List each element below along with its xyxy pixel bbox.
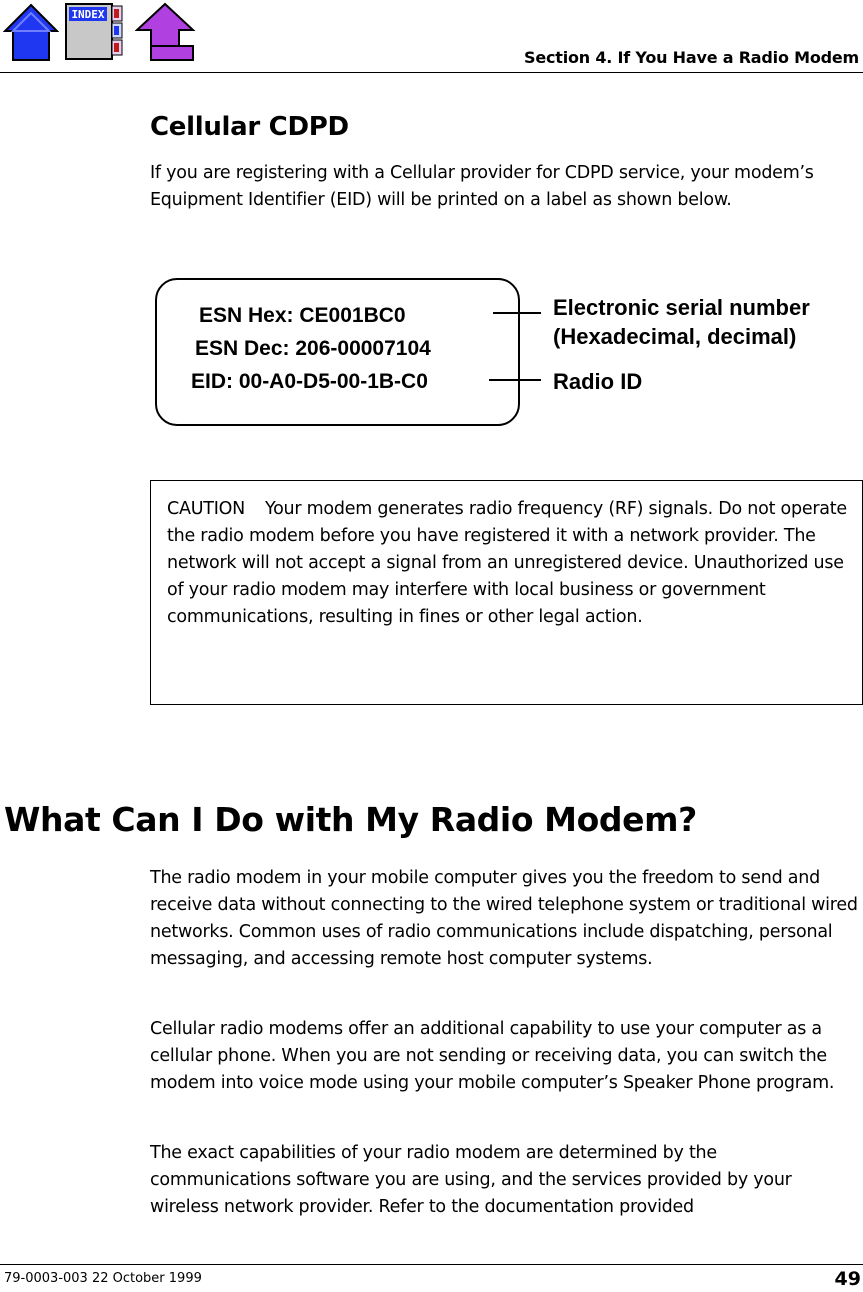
callout-esn-line1: Electronic serial number: [553, 295, 810, 320]
home-icon[interactable]: [3, 2, 59, 62]
esn-dec-text: ESN Dec: 206-00007104: [195, 337, 431, 360]
cellular-cdpd-paragraph: If you are registering with a Cellular provider for CDPD service, your modem’s Equipment Identifier (EID) will be printed on a label as shown below.: [150, 163, 814, 210]
eid-text: EID: 00-A0-D5-00-1B-C0: [191, 370, 428, 393]
esn-leader-line: [493, 312, 541, 314]
caution-label: CAUTION: [167, 499, 245, 519]
index-icon-label: INDEX: [71, 8, 105, 21]
radio-modem-paragraph-3: The exact capabilities of your radio modem are determined by the communications software you are using, and the services provided by your wireless network provider. Refer to the documentation provided: [150, 1143, 792, 1217]
what-can-i-do-heading: What Can I Do with My Radio Modem?: [4, 800, 697, 839]
section-title: Section 4. If You Have a Radio Modem: [524, 48, 859, 67]
header-rule: [0, 72, 863, 73]
eid-leader-line: [489, 379, 541, 381]
page-number: 49: [834, 1268, 861, 1290]
radio-modem-paragraph-2: Cellular radio modems offer an additional capability to use your computer as a cellular phone. When you are not sending or receiving data, you can switch the modem into voice mode using your mobile computer’s Speaker Phone program.: [150, 1019, 835, 1093]
index-icon[interactable]: [64, 2, 126, 62]
back-arrow-icon[interactable]: [135, 2, 197, 62]
esn-hex-text: ESN Hex: CE001BC0: [199, 304, 406, 327]
cellular-cdpd-heading: Cellular CDPD: [150, 112, 349, 142]
footer-doc-info: 79-0003-003 22 October 1999: [4, 1271, 202, 1286]
callout-radio-id: Radio ID: [553, 369, 643, 394]
callout-esn-line2: (Hexadecimal, decimal): [553, 324, 797, 349]
radio-modem-paragraph-1: The radio modem in your mobile computer gives you the freedom to send and receive data without connecting to the wired telephone system or traditional wired networks. Common uses of radio communications include dispatching, personal messaging, and accessing remote host computer systems.: [150, 868, 858, 969]
caution-text: Your modem generates radio frequency (RF) signals. Do not operate the radio modem before you have registered it with a network provider. The network will not accept a signal from an unregistered device. Unauthorized use of your radio modem may interfere with local business or government communications, resulting in fines or other legal action.: [167, 499, 847, 627]
footer-rule: [0, 1264, 863, 1265]
caution-paragraph: [167, 496, 857, 631]
